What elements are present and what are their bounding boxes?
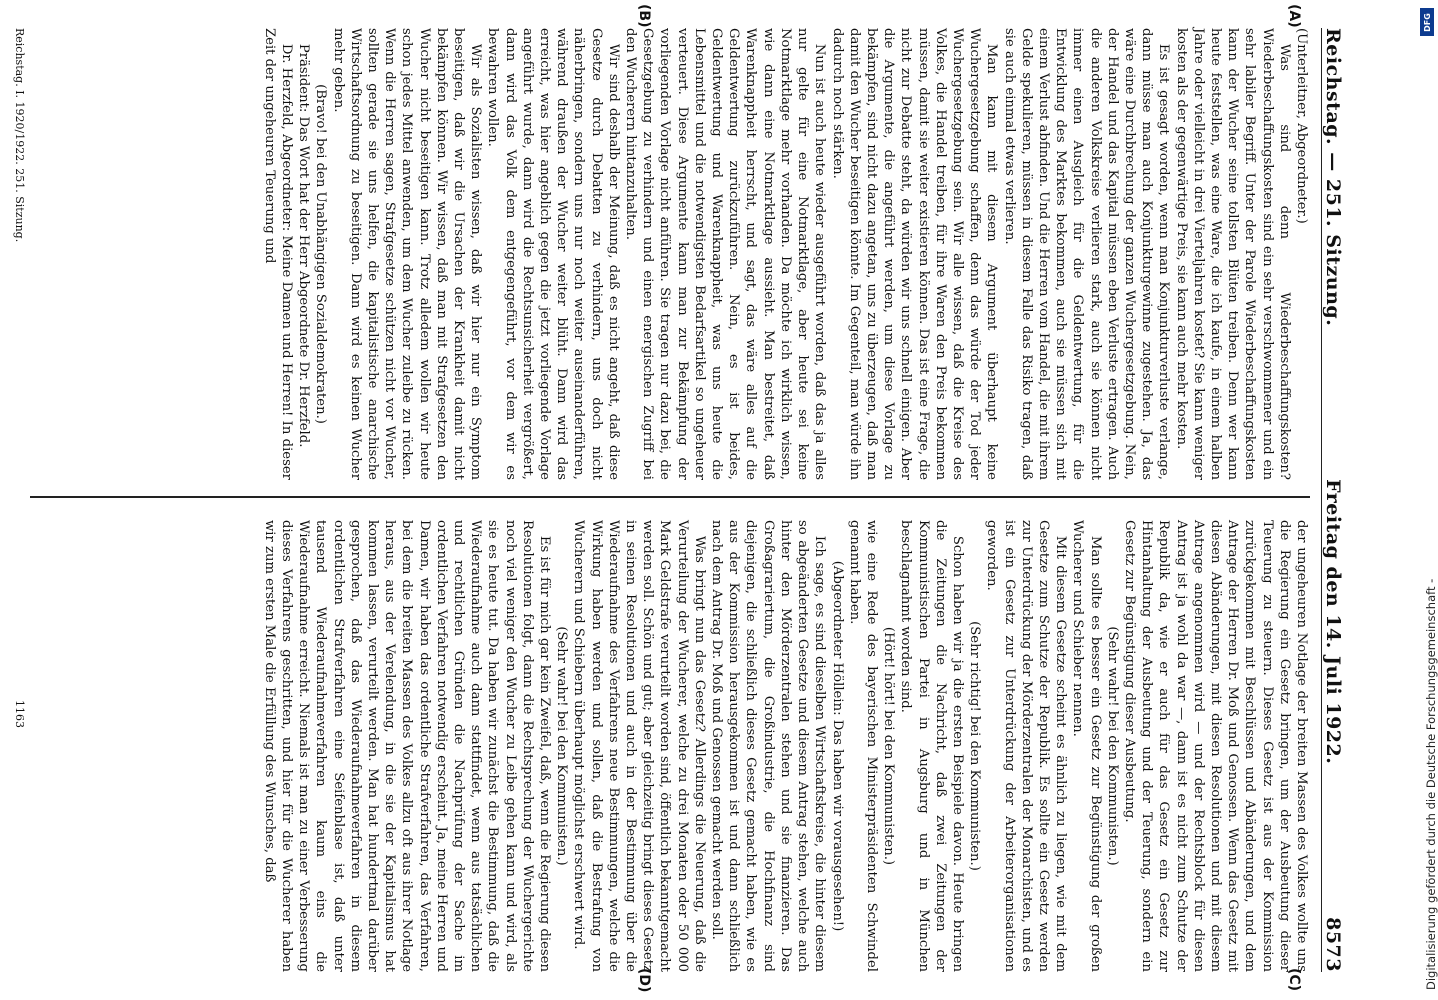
page-foot-number: 1163 (13, 700, 26, 728)
left-paragraph: Dr. Herzfeld, Abgeordneter: Meine Damen und Herren! In dieser Zeit der ungeheuren Teuerung und (261, 28, 295, 480)
left-paragraph: (Unterleitner, Abgeordneter.) (1294, 28, 1309, 224)
right-interjection: (Sehr richtig! bei den Kommunisten.) (967, 621, 983, 871)
right-interjection: (Hört! hört! bei den Kommunisten.) (881, 626, 897, 866)
marginal-a: (A) (1286, 4, 1302, 28)
header-session: Reichstag. — 251. Sitzung. (1322, 28, 1344, 327)
dfg-logo (1420, 8, 1434, 36)
left-paragraph: Wir sind deshalb der Meinung, daß es nicht angeht, daß diese Gesetze durch Debatten zu verhindern, uns doch nicht näherbringen, sondern uns nur noch weiter auseinanderführen, während draußen der Wucher weiter blüht. Dann wird das erreicht, was hier angeblich gegen die jetzt vorliegende Vorlage angeführt wurde, dann wird die Rechtsunsicherheit vergrößert, dann wird das Volk dem entgegengeführt, vor dem wir es bewahren wollen. (485, 28, 621, 480)
page-number: 8573 (1322, 917, 1344, 972)
marginal-c: (C) (1286, 968, 1302, 992)
marginal-b: (B) (636, 4, 652, 28)
right-paragraph: der ungeheuren Notlage der breiten Massen des Volkes wollte uns die Regierung ein Gesetz bringen, um der Ausbeutung dieser Teuerung zu steuern. Dieses Gesetz ist aus der Kommission zurückgekommen mit Beschlüssen und Abänderungen, und dem Antrage der Herren Dr. Moß und Genossen. Wenn das Gesetz mit diesen Abänderungen, mit diesen Resolutionen und mit diesem Antrage angenommen wird — und der Rechtsblock für diesen Antrag ist ja wohl da war —, dann ist es nicht zum Schutze der Republik da, wie er auch für das Gesetz ein Gesetz zur Hintanhaltung der Ausbeutung und der Teuerung, sondern ein Gesetz zur Begünstigung dieser Ausbeutung. (1121, 520, 1309, 972)
footnote: Reichstag. I. 1920/1922. 251. Sitzung. (13, 28, 26, 243)
right-paragraph: Was bringt nun das Gesetz? Allerdings die Neuerung, daß die Verurteilung der Wucherer, welche zu drei Monaten oder 50 000 Mark Geldstrafe verurteilt worden sind, öffentlich bekanntgemacht werden soll. Schön und gut; aber gleichzeitig bringt dieses Gesetz in seinen Resolutionen und auch in der Bestimmung über die Wiederaufnahme des Verfahrens neue Bestimmungen, welche die Wirkung haben werden und sollen, daß die Bestrafung von Wucherern und Schiebern überhaupt möglichst erschwert wird. (571, 520, 707, 972)
right-interjection: (Abgeordneter Höllein: Das haben wir vorausgesehen!) (829, 560, 845, 932)
right-paragraph: Man sollte es besser ein Gesetz zur Begünstigung der großen Wucherer und Schieber nennen. (1070, 520, 1103, 972)
left-paragraph: Präsident: Das Wort hat der Herr Abgeordnete Dr. Herzfeld. (296, 43, 312, 448)
right-column (30, 520, 1310, 972)
left-paragraph: Man kann mit diesem Argument überhaupt keine Wuchergesetzgebung schaffen, denn das würde der Tod jeder Wuchergesetzgebung sein. Wir alle wissen, daß die Kreise des Volkes, die Handel treiben, für ihre Waren den Preis bekommen müssen, damit sie weiter existieren können. Das ist eine Frage, die nicht zur Debatte steht, da würden wir uns schnell einigen. Aber die Argumente, die angeführt werden, um diese Vorlage zu bekämpfen, sind nicht dazu angetan, uns zu überzeugen, daß man damit den Wucher beseitigen könnte. Im Gegenteil, man würde ihn dadurch noch stärken. (829, 28, 1000, 480)
right-interjection: (Sehr wahr! bei den Kommunisten.) (554, 626, 570, 866)
dfg-imprint: Digitalisierung gefördert durch die Deutsche Forschungsgemeinschaft - (1424, 578, 1438, 990)
right-interjection: (Sehr wahr! bei den Kommunisten.) (1104, 626, 1120, 866)
left-paragraph: Nun ist auch heute wieder ausgeführt worden, daß das ja alles nur gelte für eine Notmarktlage, aber heute sei keine Notmarktlage mehr vorhanden. Da möchte ich wirklich wissen, wie dann eine Notmarktlage aussieht. Man bestreitet, daß Warenknappheit herrscht, und sagt, das wäre alles auf die Geldentwertung zurückzuführen. Nein, es ist beides, Geldentwertung und Warenknappheit, was uns heute die Lebensmittel und die notwendigsten Bedarfsartikel so ungeheuer verteuert. Diese Argumente kann man zur Bekämpfung der vorliegenden Vorlage nicht anführen. Sie tragen nur dazu bei, die Gesetzgebung zu verhindern und einen energischen Zugriff bei den Wucherern hintanzuhalten. (623, 28, 828, 480)
column-divider (30, 496, 1310, 498)
left-column (30, 28, 1310, 480)
right-paragraph: Ich sage, es sind dieselben Wirtschaftskreise, die hinter diesem so abgeänderten Gesetze und diesem Antrag stehen, welche auch hinter den Mörderzentralen stehen und sie finanzieren. Das Großagrariertum, die Großindustrie, die Hochfinanz sind diejenigen, die schließlich dieses Gesetz gemacht haben, wie es aus der Kommission herausgekommen ist und dann schließlich nach dem Antrag Dr. Moß und Genossen gemacht werden soll. (709, 520, 828, 972)
header-date: Freitag den 14. Juli 1922. (1322, 479, 1344, 765)
dfg-logo-text: DFG (1422, 12, 1432, 32)
left-paragraph: Wir als Sozialisten wissen, daß wir hier nur ein Symptom beseitigen, daß wir die Ursachen der Krankheit damit nicht bekämpfen können. Wir wissen, daß man mit Strafgesetzen den Wucher nicht beseitigen kann. Trotz alledem wollen wir heute schon jedes Mittel anwenden, um dem Wucher zuleibe zu rücken. Wenn die Herren sagen, Strafgesetze schützen nicht vor Wucher, sollten gerade sie uns helfen, die kapitalistische anarchische Wirtschaftsordnung zu beseitigen. Dann wird es keinen Wucher mehr geben. (330, 28, 484, 480)
right-paragraph: wie eine Rede des bayerischen Ministerpräsidenten Schwindel genannt haben. (846, 520, 879, 972)
left-paragraph: Es ist gesagt worden, wenn man Konjunkturverluste verlange, dann müsse man auch Konjunkturgewinne zugestehen. Ja, das wäre eine Durchbrechung der ganzen Wuchergesetzgebung. Nein, der Handel und das Kapital müssen eben Verluste ertragen. Auch die anderen Volkskreise verlieren stark, auch sie können nicht immer einen Ausgleich für die Geldentwertung, für die Entwicklung des Marktes bekommen, auch sie müssen sich mit einem Verlust abfinden. Und die Herren vom Handel, die mit ihrem Gelde spekulieren, müssen in diesem Falle das Risiko tragen, daß sie auch einmal etwas verlieren. (1001, 28, 1172, 480)
left-interjection: (Bravo! bei den Unabhängigen Sozialdemokraten.) (313, 84, 329, 424)
right-paragraph: Schon haben wir ja die ersten Beispiele davon. Heute bringen die Zeitungen die Nachricht, daß zwei Zeitungen der Kommunistischen Partei in Augsburg und in München beschlagnahmt worden sind. (898, 520, 965, 972)
right-paragraph: Mit diesem Gesetze scheint es ähnlich zu liegen, wie mit dem Gesetze zum Schutze der Republik. Es sollte ein Gesetz werden zur Unterdrückung der Mörderzentralen der Monarchisten, und es ist ein Gesetz zur Unterdrückung der Arbeiterorganisationen geworden. (984, 520, 1069, 972)
marginal-d: (D) (636, 968, 652, 993)
page-header (1321, 28, 1362, 972)
left-paragraph: Was sind denn Wiederbeschaffungskosten? Wiederbeschaffungskosten sind ein sehr verschwommener und ein sehr labiler Begriff. Unter der Parole Wiederbeschaffungskosten kann der Wucher seine tollsten Blüten treiben. Denn wer kann heute feststellen, was eine Ware, die ich kaufe, in einem halben Jahre oder vielleicht in drei Vierteljahren kostet? Sie kann weniger kosten als der gegenwärtige Preis, sie kann auch mehr kosten. (1173, 28, 1292, 480)
right-paragraph: Es ist für mich gar kein Zweifel, daß, wenn die Regierung diesen Resolutionen folgt, dann die Rechtsprechung der Wuchergerichte noch viel weniger den Wucher zu Leibe gehen kann und wird, als sie es heute tut. Da haben wir zunächst die Bestimmung, daß die Wiederaufnahme auch dann stattfindet, wenn aus tatsächlichen und rechtlichen Gründen die Nachprüfung der Sache im ordentlichen Verfahren notwendig erscheint. Ja, meine Herren und Damen, wir haben das ordentliche Strafverfahren, das Verfahren, bei dem die breiten Massen des Volkes allzu oft aus ihrer Notlage heraus, aus der Verelendung, in die sie der Kapitalismus hat kommen lassen, verurteilt werden. Man hat hundertmal darüber gesprochen, daß das Wiederaufnahmeverfahren in diesem ordentlichen Strafverfahren eine Seifenblase ist, daß unter tausend Wiederaufnahmeverfahren kaum eins die Wiederaufnahme erreicht. Niemals ist man zu einer Verbesserung dieses Verfahrens geschritten, und hier für die Wucherer haben wir zum ersten Male die Erfüllung des Wunsches, daß (261, 520, 553, 972)
